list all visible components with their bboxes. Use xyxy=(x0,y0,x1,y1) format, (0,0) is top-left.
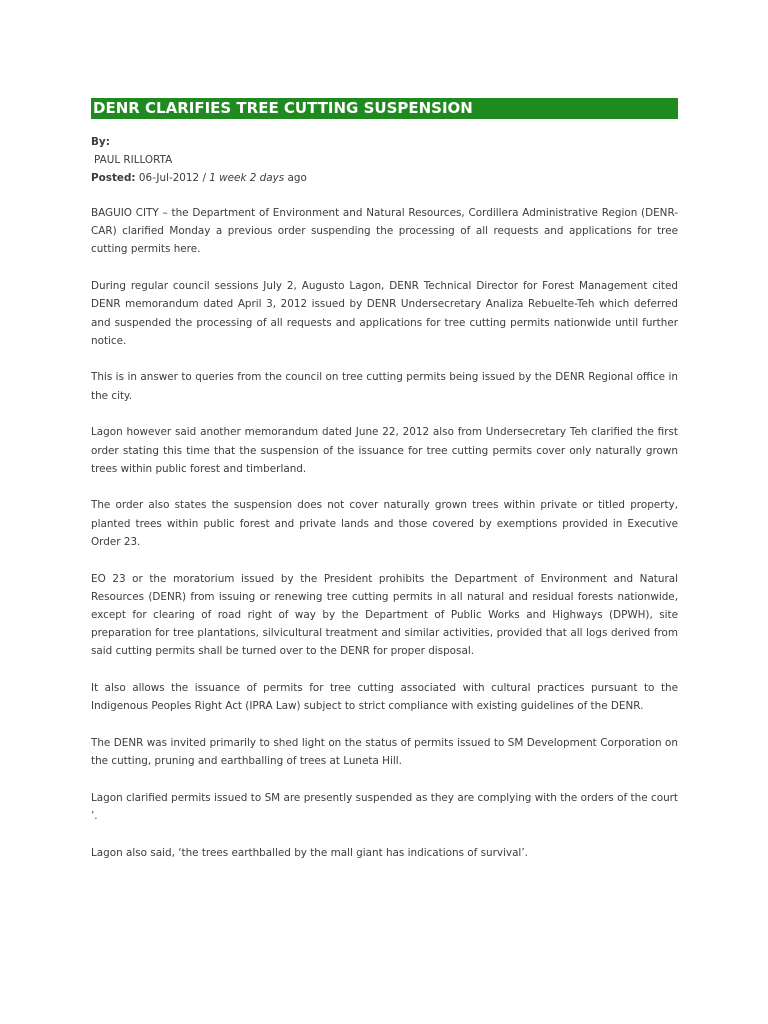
posted-date: 06-Jul-2012 xyxy=(138,172,200,184)
article-paragraph: This is in answer to queries from the council on tree cutting permits being issued by the DENR Regional office in the city. xyxy=(91,371,678,402)
posted-relative-time: 1 week 2 days xyxy=(209,172,285,184)
article-paragraph: Lagon however said another memorandum dated June 22, 2012 also from Undersecretary Teh clarified the first order stating this time that the suspension of the issuance for tree cutting permits cover only naturally grown trees within public forest and timberland. xyxy=(91,426,678,475)
posted-separator: / xyxy=(199,172,210,184)
article-meta xyxy=(91,133,678,187)
article-page xyxy=(91,98,678,880)
article-paragraph: EO 23 or the moratorium issued by the President prohibits the Department of Environment and Natural Resources (DENR) from issuing or renewing tree cutting permits in all natural and residual forests nationwide, except for clearing of road right of way by the Department of Public Works and Highways (DPWH), site preparation for tree plantations, silvicultural treatment and similar activities, provided that all logs derived from said cutting permits shall be turned over to the DENR for proper disposal. xyxy=(91,572,678,658)
article-paragraph: Lagon clarified permits issued to SM are presently suspended as they are complying with the orders of the court ’. xyxy=(91,791,678,823)
article-paragraph: Lagon also said, ‘the trees earthballed by the mall giant has indications of survival’. xyxy=(91,846,528,859)
byline-label: By: xyxy=(91,136,110,148)
author-name: PAUL RILLORTA xyxy=(94,154,173,166)
posted-line xyxy=(91,172,307,184)
article-paragraph: BAGUIO CITY – the Department of Environment and Natural Resources, Cordillera Administrative Region (DENR-CAR) clarified Monday a previous order suspending the processing of all requests and applications for tree cutting permits here. xyxy=(91,207,678,256)
article-headline: DENR CLARIFIES TREE CUTTING SUSPENSION xyxy=(91,98,678,119)
article-paragraph: It also allows the issuance of permits for tree cutting associated with cultural practices pursuant to the Indigenous Peoples Right Act (IPRA Law) subject to strict compliance with existing guidelines of the DENR. xyxy=(91,682,678,713)
article-paragraph: The DENR was invited primarily to shed light on the status of permits issued to SM Development Corporation on the cutting, pruning and earthballing of trees at Luneta Hill. xyxy=(91,736,678,768)
posted-suffix: ago xyxy=(284,172,307,184)
article-paragraph: During regular council sessions July 2, Augusto Lagon, DENR Technical Director for Forest Management cited DENR memorandum dated April 3, 2012 issued by DENR Undersecretary Analiza Rebuelte-Teh which deferred and suspended the processing of all requests and applications for tree cutting permits nationwide until further notice. xyxy=(91,280,678,347)
posted-label: Posted: xyxy=(91,172,136,184)
article-body xyxy=(91,204,678,862)
article-paragraph: The order also states the suspension does not cover naturally grown trees within private or titled property, planted trees within public forest and private lands and those covered by exemptions provided in Executive Order 23. xyxy=(91,499,678,548)
